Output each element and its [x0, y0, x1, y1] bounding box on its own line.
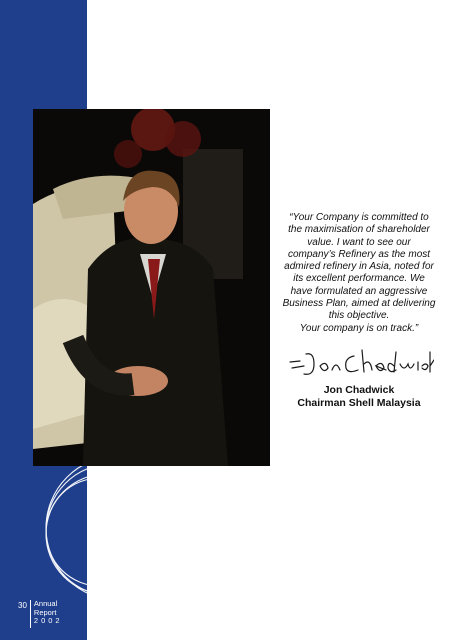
quote-line: Your company is on track.”	[299, 322, 419, 334]
quote-line: admired refinery in Asia, noted for	[284, 261, 434, 273]
report-label-year: 2002	[33, 616, 63, 625]
handwritten-signature	[284, 344, 434, 382]
report-label-line1: Annual	[33, 599, 58, 608]
quote-line: Business Plan, aimed at delivering	[282, 298, 436, 310]
quote-line: company’s Refinery as the most	[287, 248, 431, 260]
page-number: 30	[18, 601, 27, 610]
report-label	[34, 600, 63, 626]
quote-line: “Your Company is committed to	[289, 212, 429, 223]
quote-line: have formulated an aggressive	[290, 285, 428, 297]
quote-line: this objective.	[328, 310, 390, 322]
page-footer	[18, 600, 63, 634]
signatory-title: Chairman Shell Malaysia	[297, 397, 421, 409]
signatory-name: Jon Chadwick	[323, 384, 395, 396]
footer-divider	[30, 600, 31, 628]
quote-line: the maximisation of shareholder	[288, 224, 430, 236]
chairman-photo	[33, 109, 270, 466]
report-label-line2: Report	[33, 607, 57, 617]
quote-line: its excellent performance. We	[293, 273, 425, 285]
quote-line: value. I want to see our	[307, 236, 411, 248]
chairman-quote	[278, 212, 440, 335]
